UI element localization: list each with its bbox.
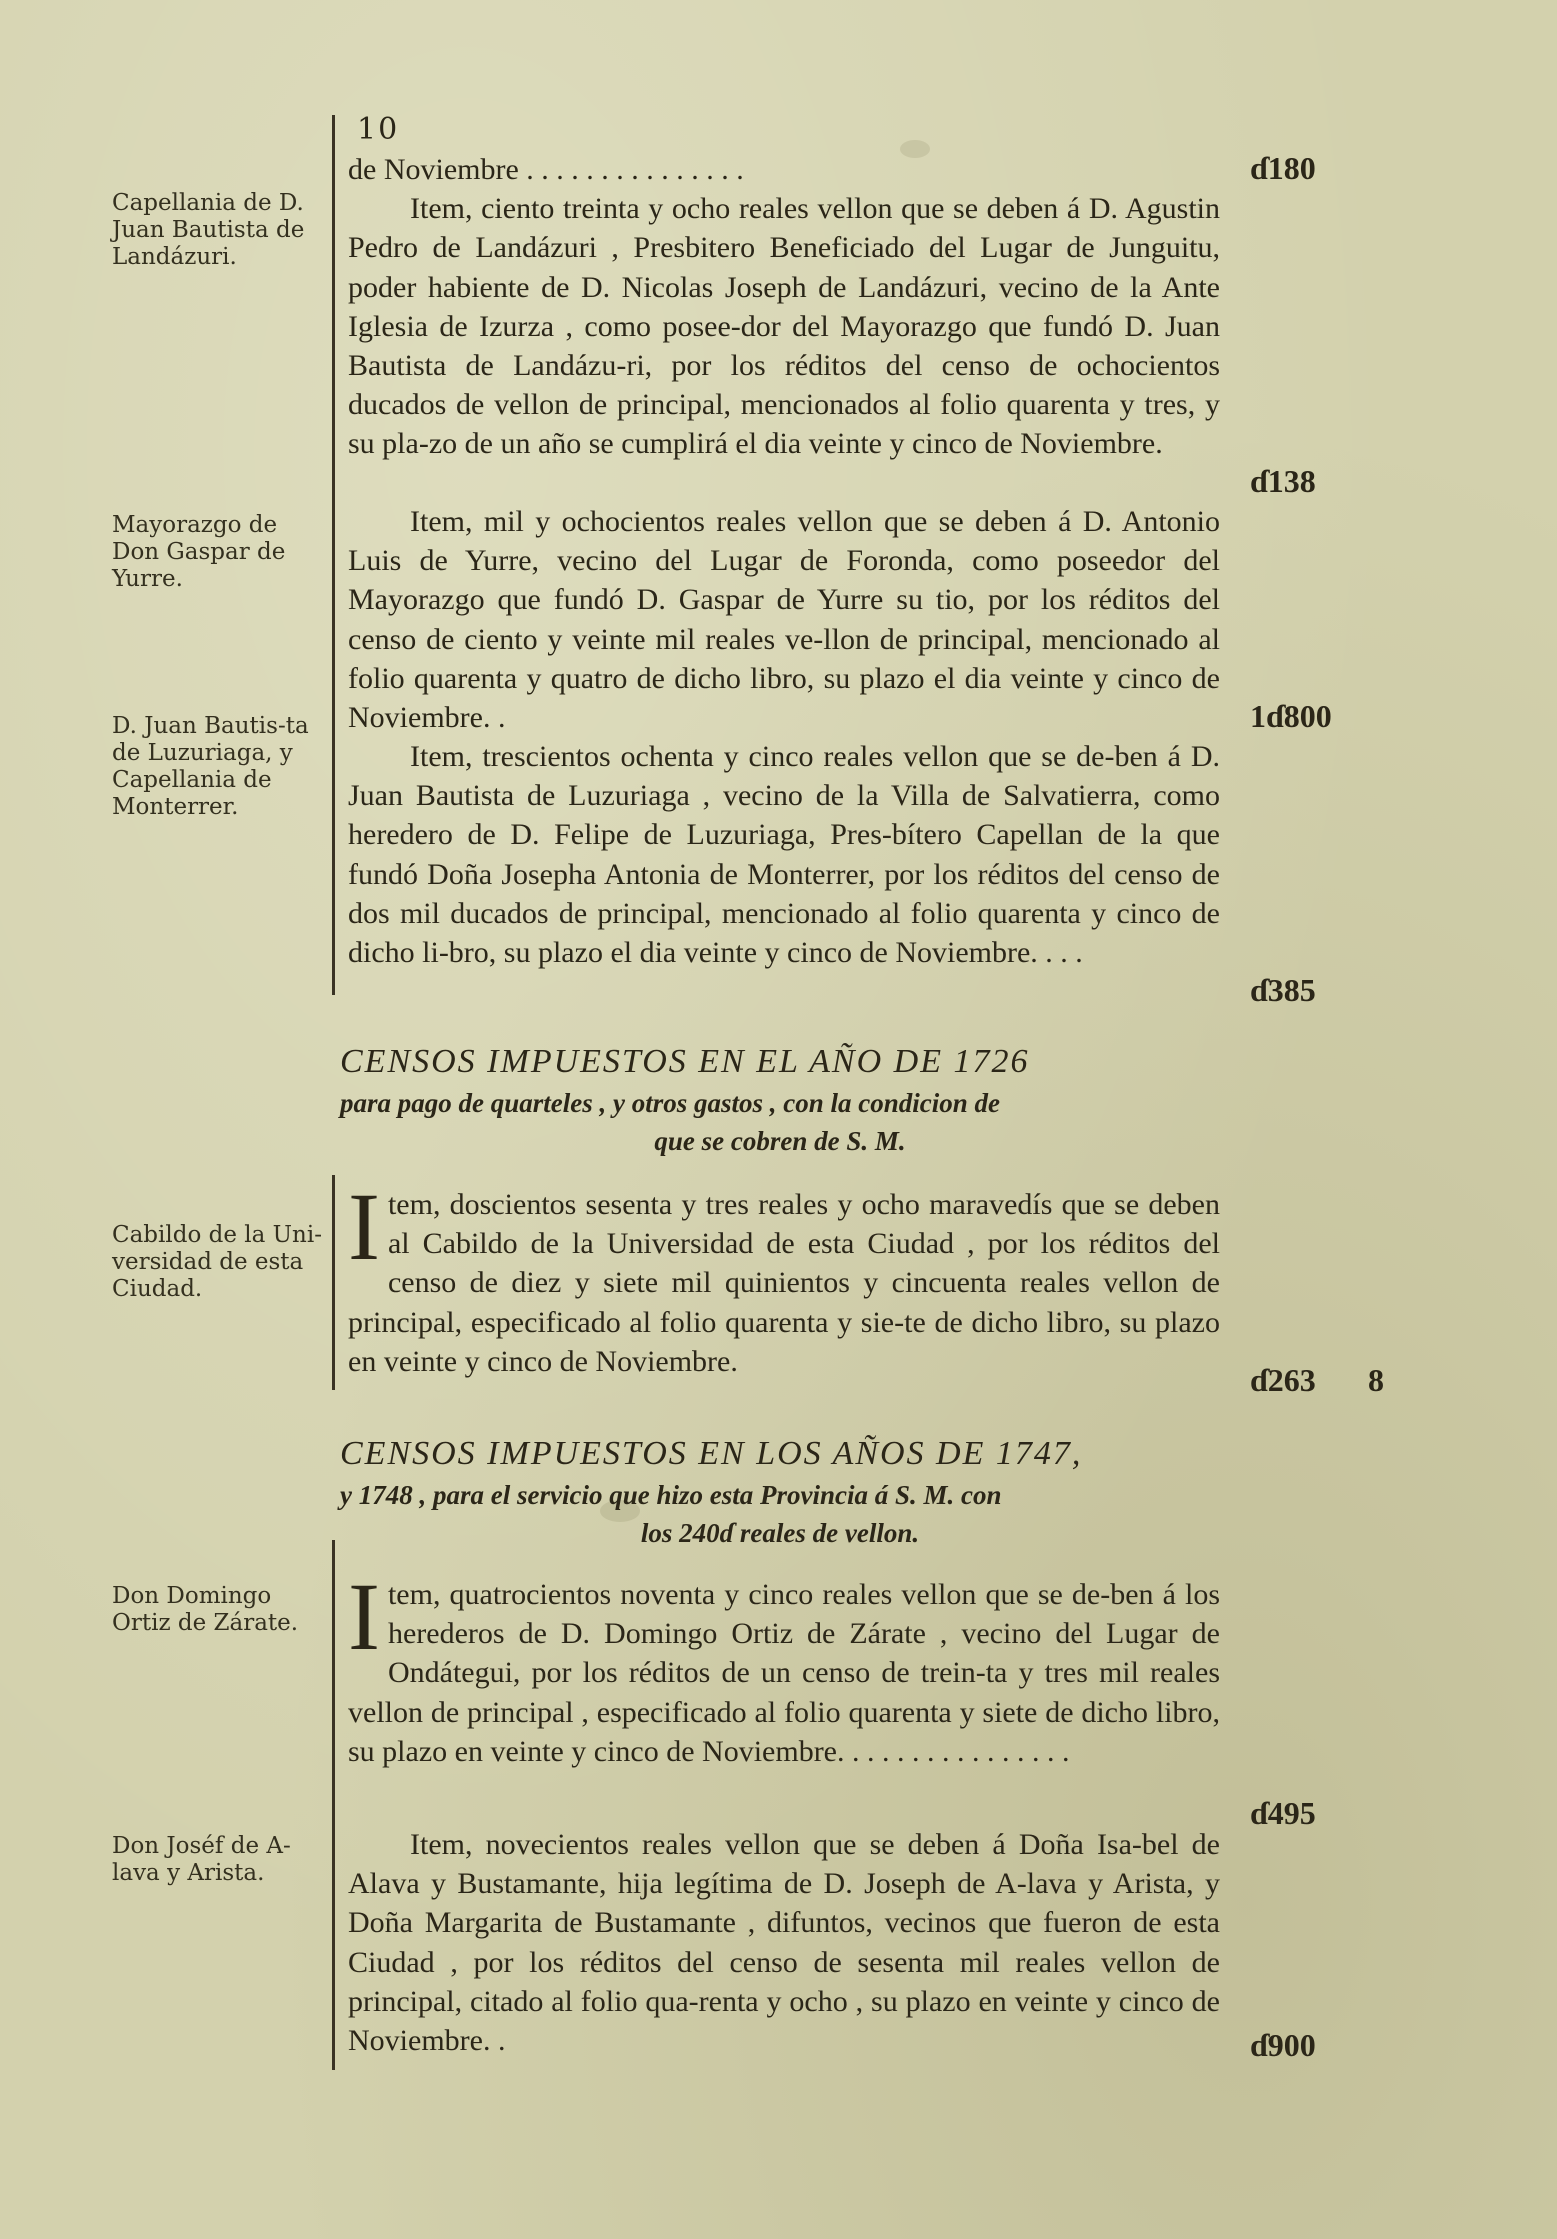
amount-extra: 8 [1368, 1362, 1384, 1398]
margin-rule [332, 1175, 335, 1390]
entry-landazuri [348, 150, 1220, 464]
margin-note-landazuri: Capellania de D. Juan Bautista de Landázuri. [112, 190, 305, 270]
entry-cabildo [348, 1173, 1220, 1381]
page-number: 10 [357, 112, 400, 147]
lead-line: de Noviembre . . . . . . . . . . . . . . . [348, 153, 744, 186]
margin-rule [332, 1540, 335, 2070]
heading-main: CENSOS IMPUESTOS EN EL AÑO DE 1726 [340, 1043, 1030, 1080]
amount-ortiz: ɗ495 [1250, 1795, 1316, 1831]
entry-text: Item, ciento treinta y ocho reales vellon que se deben á D. Agustin Pedro de Landázuri , Presbitero Beneficiado del Lugar de Junguitu, poder habiente de D. Nicolas Joseph de Landázuri, vecino de la Ante Iglesia de Izurza , como posee-dor del Mayorazgo que fundó D. Juan Bautista de Landázu-ri, por los réditos del censo de ochocientos ducados de vellon de principal, mencionados al folio quarenta y tres, y su pla-zo de un año se cumplirá el dia veinte y cinco de Noviembre. [348, 192, 1220, 461]
entry-text: tem, doscientos sesenta y tres reales y ocho maravedís que se deben al Cabildo de la Universidad de esta Ciudad , por los réditos del censo de diez y siete mil quinientos y cincuenta reales vellon de principal, especificado al folio quarenta y sie-te de dicho libro, su plazo en veinte y cinco de Noviembre. [348, 1188, 1220, 1378]
margin-note-alava: Don Joséf de A-lava y Arista. [112, 1833, 291, 1886]
drop-cap: I [348, 1173, 380, 1280]
heading-main: CENSOS IMPUESTOS EN LOS AÑOS DE 1747, [340, 1435, 1083, 1472]
entry-text: Item, trescientos ochenta y cinco reales vellon que se de-ben á D. Juan Bautista de Luzuriaga , vecino de la Villa de Salvatierra, como heredero de D. Felipe de Luzuriaga, Pres-bítero Capellan de la que fundó Doña Josepha Antonia de Monterrer, por los réditos del censo de dos mil ducados de principal, mencionado al folio quarenta y cinco de dicho li-bro, su plazo el dia veinte y cinco de Noviembre. . . . [348, 740, 1220, 970]
section-heading-1747 [340, 1432, 1220, 1552]
margin-note-luzuriaga: D. Juan Bautis-ta de Luzuriaga, y Capellania de Monterrer. [112, 713, 309, 820]
entry-luzuriaga [348, 737, 1220, 972]
entry-text: tem, quatrocientos noventa y cinco reales vellon que se de-ben á los herederos de D. Domingo Ortiz de Zárate , vecino del Lugar de Ondátegui, por los réditos de un censo de trein-ta y tres mil reales vellon de principal , especificado al folio quarenta y siete de dicho libro, su plazo en veinte y cinco de Noviembre. . . . . . . . . . . . . . . . [348, 1578, 1220, 1768]
heading-sub: los 240ɗ reales de vellon. [640, 1518, 920, 1548]
entry-ortiz [348, 1563, 1220, 1771]
amount-yurre: 1ɗ800 [1250, 698, 1332, 734]
heading-sub: para pago de quarteles , y otros gastos , con la condicion de [340, 1088, 1000, 1118]
amount-luzuriaga: ɗ385 [1250, 972, 1316, 1008]
margin-note-yurre: Mayorazgo de Don Gaspar de Yurre. [112, 512, 286, 592]
drop-cap: I [348, 1563, 380, 1670]
margin-note-ortiz: Don Domingo Ortiz de Zárate. [112, 1583, 299, 1636]
entry-alava [348, 1825, 1220, 2060]
margin-note-cabildo: Cabildo de la Uni-versidad de esta Ciudad. [112, 1222, 322, 1302]
entry-yurre [348, 502, 1220, 737]
amount-alava: ɗ900 [1250, 2027, 1316, 2063]
amount-cabildo: ɗ263 [1250, 1362, 1316, 1398]
entry-text: Item, novecientos reales vellon que se deben á Doña Isa-bel de Alava y Bustamante, hija legítima de D. Joseph de A-lava y Arista, y Doña Margarita de Bustamante , difuntos, vecinos que fueron de esta Ciudad , por los réditos del censo de sesenta mil reales vellon de principal, citado al folio qua-renta y ocho , su plazo en veinte y cinco de Noviembre. . [348, 1828, 1220, 2058]
amount-lead: ɗ180 [1250, 150, 1316, 186]
margin-rule [332, 115, 335, 995]
heading-sub: que se cobren de S. M. [654, 1126, 906, 1156]
entry-text: Item, mil y ochocientos reales vellon que se deben á D. Antonio Luis de Yurre, vecino del Lugar de Foronda, como poseedor del Mayorazgo que fundó D. Gaspar de Yurre su tio, por los réditos del censo de ciento y veinte mil reales ve-llon de principal, mencionado al folio quarenta y quatro de dicho libro, su plazo el dia veinte y cinco de Noviembre. . [348, 505, 1220, 735]
amount-landazuri: ɗ138 [1250, 463, 1316, 499]
section-heading-1726 [340, 1040, 1220, 1160]
heading-sub: y 1748 , para el servicio que hizo esta Provincia á S. M. con [340, 1480, 1002, 1510]
